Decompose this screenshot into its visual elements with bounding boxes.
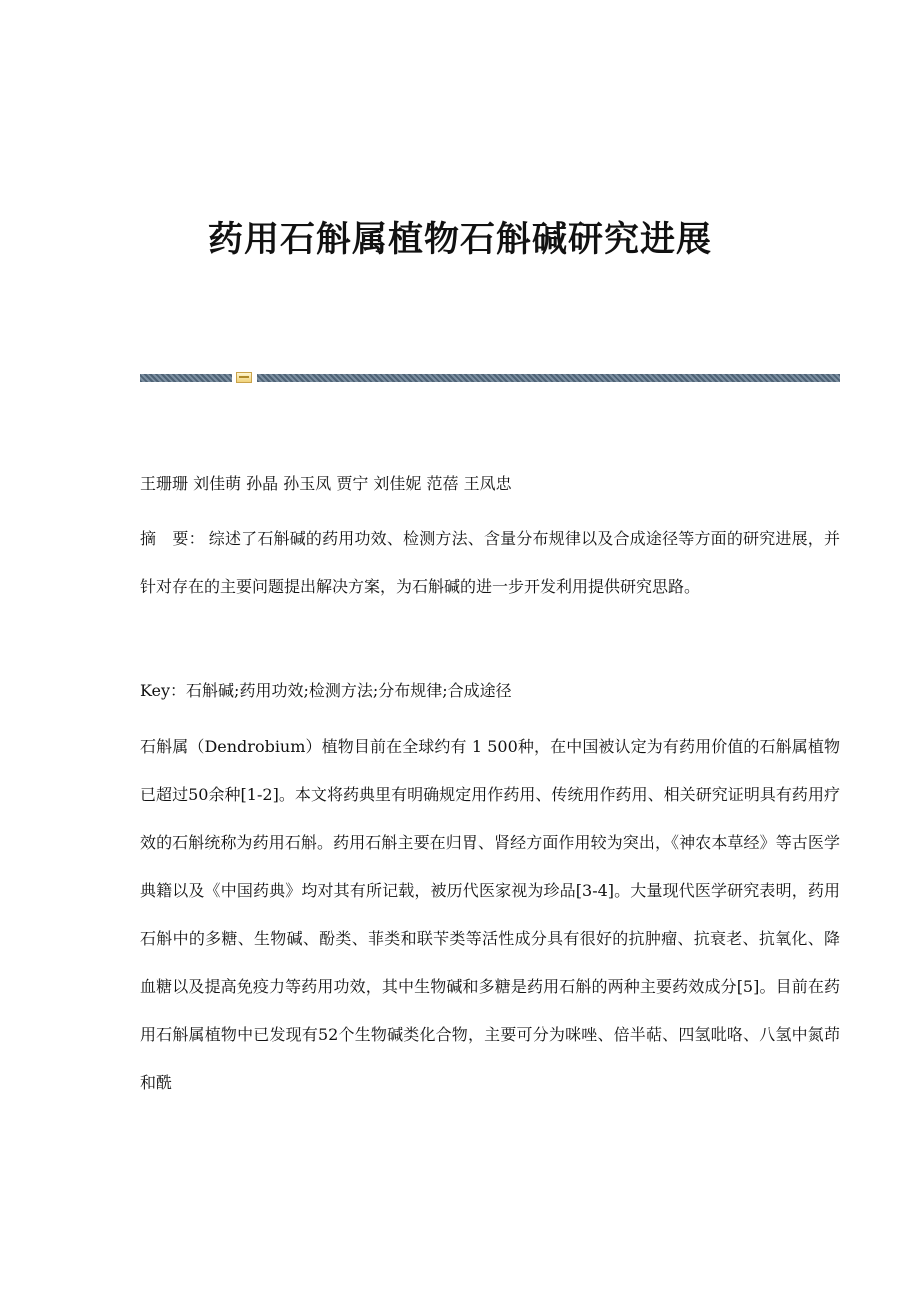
keywords-text: 石斛碱;药用功效;检测方法;分布规律;合成途径 (186, 681, 512, 700)
divider-ornament-icon (236, 372, 252, 383)
abstract-label: 摘 要： (140, 529, 205, 548)
abstract-text: 综述了石斛碱的药用功效、检测方法、含量分布规律以及合成途径等方面的研究进展，并针对存在的主要问题提出解决方案，为石斛碱的进一步开发利用提供研究思路。 (140, 529, 840, 596)
title-divider-left (140, 374, 232, 382)
title-divider-right (257, 374, 840, 382)
keywords (140, 667, 840, 715)
keywords-label: Key： (140, 681, 187, 700)
abstract (140, 515, 840, 611)
author-list: 王珊珊 刘佳萌 孙晶 孙玉凤 贾宁 刘佳妮 范蓓 王凤忠 (140, 474, 512, 493)
page-title: 药用石斛属植物石斛碱研究进展 (207, 219, 712, 260)
body-paragraph: 石斛属（Dendrobium）植物目前在全球约有 1 500种，在中国被认定为有药用价值的石斛属植物已超过50余种[1-2]。本文将药典里有明确规定用作药用、传统用作药用、相关研究证明具有药用疗效的石斛统称为药用石斛。药用石斛主要在归胃、肾经方面作用较为突出，《神农本草经》等古医学典籍以及《中国药典》均对其有所记载，被历代医家视为珍品[3-4]。大量现代医学研究表明，药用石斛中的多糖、生物碱、酚类、菲类和联苄类等活性成分具有很好的抗肿瘤、抗衰老、抗氧化、降血糖以及提高免疫力等药用功效，其中生物碱和多糖是药用石斛的两种主要药效成分[5]。目前在药用石斛属植物中已发现有52个生物碱类化合物，主要可分为咪唑、倍半萜、四氢吡咯、八氢中氮茚和酰 (140, 737, 840, 1092)
